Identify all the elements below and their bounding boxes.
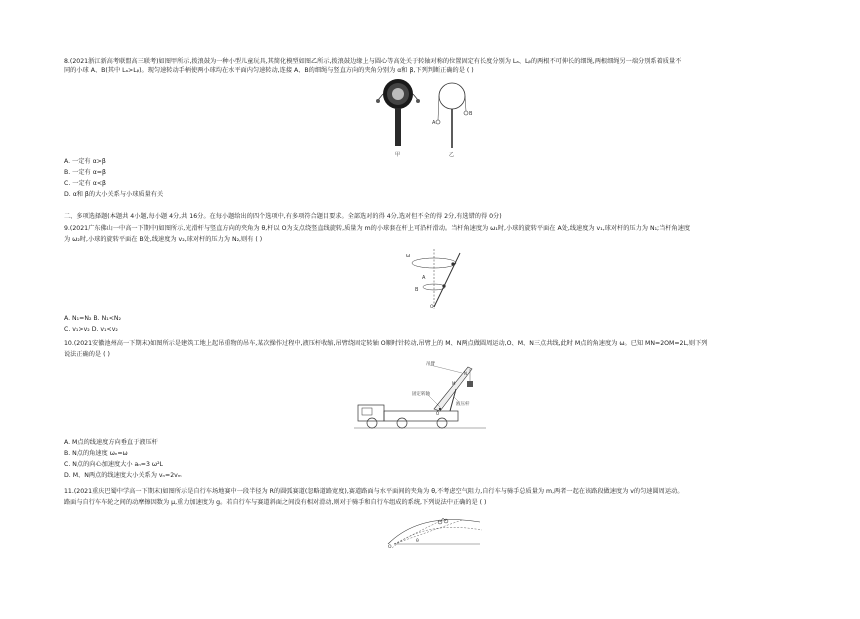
q11-fig-label-O: O [388,545,392,550]
q10-option-A: A. M点的线速度方向垂直于液压杆 [64,439,158,446]
q8-fig-label-jia: 甲 [395,152,401,158]
q8-fig-label-A: A [432,120,436,126]
q11-figure-banked-track [380,508,490,552]
q9-fig-label-O: O [430,305,434,310]
cyclist-icon [438,518,448,524]
q10-fig-label-arm: 吊臂 [426,362,435,367]
q10-option-C: C. N点的向心加速度大小 aₙ=3 ω²L [64,461,163,468]
q9-stem-line2: 为 ω₂时,小球的旋转平面在 B处,线速度为 v₂,球对杆的压力为 N₂,则有 ( ) [64,236,263,243]
rattle-drum-model [432,83,473,148]
section2-heading: 二、多项选择题(本题共 4小题,每小题 4分,共 16分。在每小题给出的四个选项中,有多项符合题目要求。全部选对的得 4分,选对但不全的得 2分,有选错的得 0分) [64,213,502,220]
q10-option-B: B. N点的角速度 ωₙ=ω [64,450,128,457]
q10-stem-line1: 10.(2021安徽池州高一下期末)如图所示是建筑工地上起吊重物的吊车,某次操作过程中,液压杆收缩,吊臂绕固定转轴 O顺时针转动,吊臂上的 M、N两点做圆周运动,O、M、N三点共线,此时 M点的角速度为 ω。已知 MN=2OM=2L,则下列 [64,340,708,347]
q9-fig-label-A: A [422,275,426,281]
q9-options-AB: A. N₁=N₂ B. N₁<N₂ [64,315,122,322]
q10-fig-label-axis: 固定转轴 [412,392,430,397]
rattle-drum-photo [376,79,420,146]
q8-option-B: B. 一定有 α=β [64,169,106,176]
q10-option-D: D. M、N两点的线速度大小关系为 vₙ=2vₘ [64,472,182,479]
q8-option-C: C. 一定有 α<β [64,180,106,187]
q9-stem-line1: 9.(2021广东佛山一中高一下期中)如图所示,光滑杆与竖直方向的夹角为 θ,杆以 O为支点绕竖直线旋转,质量为 m的小球套在杆上可沿杆滑动。当杆角速度为 ω₁时,小球的旋转平面在 A处,线速度为 v₁,球对杆的压力为 N₁;当杆角速度 [64,225,691,232]
q10-fig-label-N: N [464,371,467,376]
q8-option-D: D. α和 β的大小关系与小球质量有关 [64,191,164,198]
q8-option-A: A. 一定有 α>β [64,158,106,165]
q8-stem-line2: 同的小球 A、B(其中 Lₐ>Lᵦ)。现匀速转动手柄使两小球均在水平面内匀速转动,连接 A、B的细绳与竖直方向的夹角分别为 α和 β,下列判断正确的是 ( ) [64,67,474,74]
q11-stem-line2: 路面与自行车车轮之间的动摩擦因数为 μ,重力加速度为 g。若自行车与赛道斜面之间没有相对滑动,则对于骑手和自行车组成的系统,下列说法中正确的是 ( ) [64,499,487,506]
q9-options-CD: C. v₁>v₂ D. v₁<v₂ [64,326,118,333]
q10-stem-line2: 说法正确的是 ( ) [64,351,110,358]
q9-fig-label-omega: ω [406,253,411,259]
q10-figure-crane-truck [350,359,490,433]
q8-fig-label-yi: 乙 [449,152,455,158]
q11-stem-line1: 11.(2021重庆巴蜀中学高一下期末)如图所示是自行车场地赛中一段半径为 R的圆弧赛道(忽略道路宽度),赛道路面与水平面间的夹角为 θ,不考虑空气阻力,自行车与骑手总质量为 m,两者一起在该路段做速度为 v的匀速圆周运动。 [64,488,684,495]
q8-figure-rattle-drum [372,78,482,158]
q9-fig-label-B: B [415,287,419,293]
q11-fig-label-theta: θ [416,539,419,544]
q8-fig-label-B: B [469,111,473,117]
q9-figure-rotating-rod [400,247,472,311]
q10-fig-label-M: M [452,381,456,386]
q10-fig-label-rod: 液压杆 [456,402,470,407]
q10-fig-label-O: O [436,411,440,416]
q8-stem-line1: 8.(2021浙江新高考联盟高三联考)如图甲所示,拨浪鼓为一种小型儿童玩具,其简化模型如图乙所示,拨浪鼓边缘上与圆心等高处关于转轴对称的位置固定有长度分别为 Lₐ、Lᵦ的两根不可伸长的细绳,两根细绳另一端分别系着质量不 [64,58,682,65]
